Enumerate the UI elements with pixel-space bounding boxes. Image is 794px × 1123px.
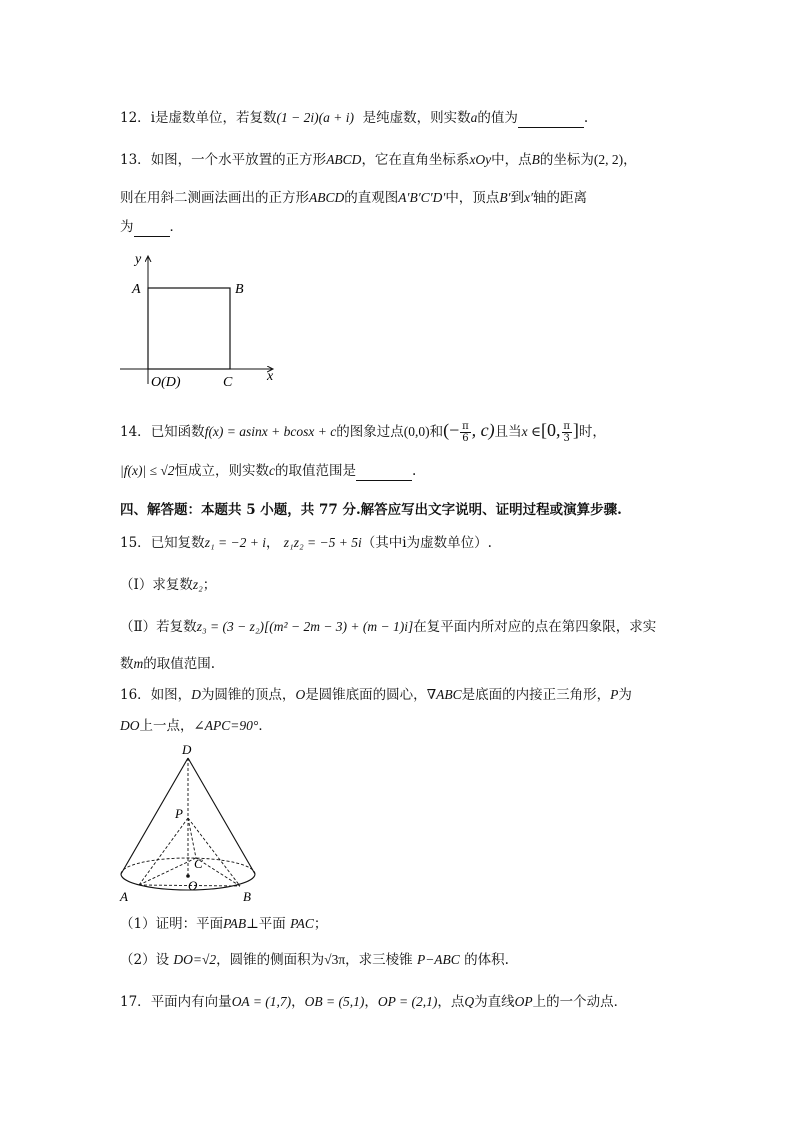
- q15-number: 15．: [120, 535, 151, 551]
- q13-number: 13．: [120, 152, 151, 168]
- q14-fraction-pi-6: $\frac{\pi}{6}$: [462, 421, 469, 444]
- edge-pb: [188, 818, 240, 886]
- q12-number: 12．: [120, 110, 151, 126]
- square-abcd: [148, 288, 230, 369]
- q16-number: 16．: [120, 687, 151, 703]
- point-c-label: C: [223, 375, 233, 390]
- q12-expression: (1 − 2i)(a + i): [276, 110, 354, 125]
- q14-answer-blank: [356, 466, 412, 481]
- q14-function: f(x) = asinx + bcosx + c: [204, 424, 337, 439]
- q15-part2-line2: 数m的取值范围.: [120, 656, 216, 672]
- q14-line2: |f(x)| ≤ √2恒成立，则实数c的取值范围是 .: [120, 463, 417, 479]
- q13-line1: 13．如图，一个水平放置的正方形ABCD，它在直角坐标系xOy中，点B的坐标为(2, 2)，: [120, 152, 637, 168]
- point-a-label: A: [132, 282, 141, 297]
- square-coordinate-figure: [115, 248, 290, 398]
- q12-answer-blank: [518, 113, 584, 128]
- point-p-label: P: [175, 806, 183, 821]
- q15-part2-line1: （Ⅱ）若复数z₃ = (3 − z₂)[(m² − 2m − 3) + (m − 1)i]在复平面内所对应的点在第四象限，求实: [120, 619, 657, 635]
- point-od-label: O(D): [151, 375, 181, 390]
- q17-line1: 17．平面内有向量OA = (1,7)，OB = (5,1)，OP = (2,1)，点Q为直线OP上的一个动点．: [120, 994, 628, 1010]
- point-d-label: D: [182, 742, 192, 757]
- point-o-label: O: [188, 878, 198, 893]
- point-b-label: B: [243, 889, 251, 904]
- q16-part1: （1）证明：平面PAB⊥平面 PAC；: [120, 916, 328, 932]
- q14-number: 14．: [120, 424, 151, 440]
- q16-line2: DO上一点，∠APC=90°．: [120, 718, 272, 734]
- q15-line1: 15．已知复数z₁ = −2 + i， z₁z₂ = −5 + 5i（其中i为虚数单位）.: [120, 535, 492, 551]
- q15-part1: （Ⅰ）求复数z₂；: [120, 577, 217, 593]
- q16-line1: 16．如图，D为圆锥的顶点，O是圆锥底面的圆心，∇ABC是底面的内接正三角形，P为: [120, 687, 632, 703]
- q13-line2: 则在用斜二测画法画出的正方形ABCD的直观图A′B′C′D′中，顶点B′到x′轴的距离: [120, 190, 587, 206]
- q17-number: 17．: [120, 994, 151, 1010]
- edge-pc: [188, 818, 196, 858]
- q14-line1: 14．已知函数f(x) = asinx + bcosx + c的图象过点(0,0)和(− $\frac{\pi}{6}$ , c)且当x ∈[0, $\frac{\pi}{3}$ ]时，: [120, 420, 606, 444]
- q13-answer-blank: [134, 222, 170, 237]
- cone-figure: [112, 740, 262, 905]
- vector-oa: OA = (1,7): [231, 994, 292, 1009]
- point-b-label: B: [235, 282, 244, 297]
- q12-line: 12．i是虚数单位，若复数(1 − 2i)(a + i) 是纯虚数，则实数a的值为 .: [120, 110, 589, 126]
- q14-fraction-pi-3: $\frac{\pi}{3}$: [563, 421, 570, 444]
- vector-ob: OB = (5,1): [304, 994, 365, 1009]
- point-a-label: A: [120, 889, 128, 904]
- q16-part2: （2）设 DO=√2，圆锥的侧面积为√3π，求三棱锥 P−ABC 的体积.: [120, 952, 509, 968]
- edge-pa: [139, 818, 188, 885]
- q13-line3: 为 ．: [120, 219, 183, 235]
- y-axis-label: y: [135, 252, 142, 267]
- q15-z3-expression: z₃ = (3 − z₂)[(m² − 2m − 3) + (m − 1)i]: [196, 619, 414, 634]
- x-axis-label: x: [267, 369, 274, 384]
- point-c-label: C: [194, 856, 203, 871]
- section-4-heading: 四、解答题：本题共 5 小题，共 77 分.解答应写出文字说明、证明过程或演算步骤.: [120, 502, 622, 518]
- vector-op: OP = (2,1): [377, 994, 438, 1009]
